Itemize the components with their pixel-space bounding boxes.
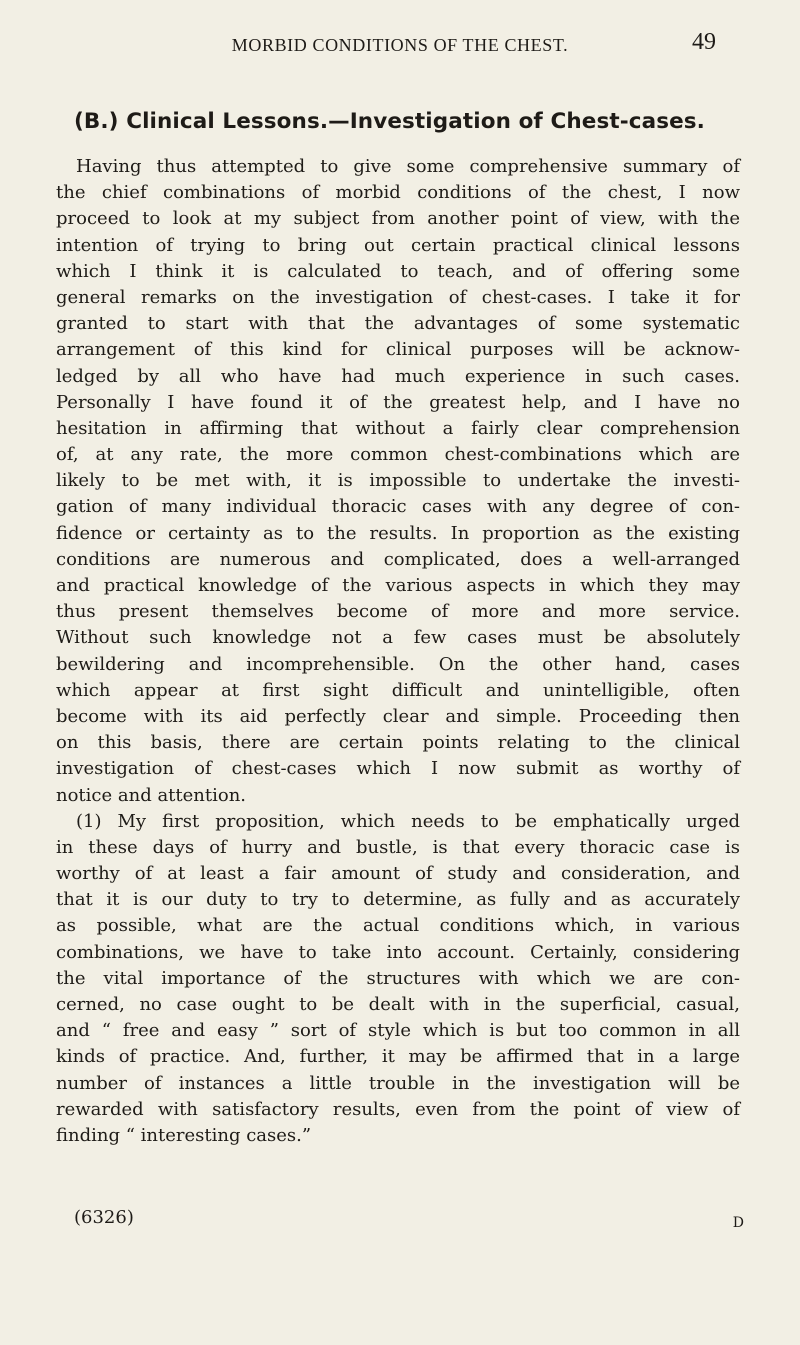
- text-line: and “ free and easy ” sort of style which is but too common in all: [56, 1020, 740, 1042]
- text-line: in these days of hurry and bustle, is that every thoracic case is: [56, 836, 740, 858]
- text-line: cerned, no case ought to be dealt with in the superficial, casual,: [56, 994, 740, 1015]
- text-line: intention of trying to bring out certain practical clinical lessons: [56, 234, 740, 256]
- text-line: granted to start with that the advantages of some systematic: [56, 313, 740, 335]
- page-footer: [74, 1207, 744, 1237]
- text-line: Having thus attempted to give some comprehensive summary of: [76, 156, 740, 177]
- text-line: rewarded with satisfactory results, even from the point of view of: [56, 1098, 740, 1120]
- text-line: on this basis, there are certain points relating to the clinical: [56, 732, 740, 754]
- text-line: conditions are numerous and complicated, does a well-arranged: [56, 548, 740, 570]
- text-line: as possible, what are the actual conditions which, in various: [56, 915, 740, 937]
- text-line: notice and attention.: [56, 784, 247, 806]
- text-line: combinations, we have to take into account. Certainly, considering: [56, 941, 740, 963]
- text-line: worthy of at least a fair amount of study and consideration, and: [56, 863, 740, 885]
- text-line: number of instances a little trouble in the investigation will be: [56, 1072, 740, 1094]
- text-line: and practical knowledge of the various aspects in which they may: [56, 575, 740, 596]
- text-line: of, at any rate, the more common chest-combinations which are: [56, 444, 740, 466]
- text-line: Without such knowledge not a few cases must be absolutely: [56, 627, 740, 649]
- section-heading: (B.) Clinical Lessons.—Investigation of Chest-cases.: [74, 109, 705, 134]
- text-line: kinds of practice. And, further, it may be affirmed that in a large: [56, 1046, 740, 1068]
- text-line: finding “ interesting cases.”: [56, 1124, 312, 1146]
- text-line: gation of many individual thoracic cases with any degree of con-: [56, 496, 740, 518]
- text-line: fidence or certainty as to the results. In proportion as the existing: [56, 522, 740, 544]
- text-line: ledged by all who have had much experience in such cases.: [56, 365, 740, 387]
- text-line: proceed to look at my subject from another point of view, with the: [56, 208, 740, 230]
- running-head: MORBID CONDITIONS OF THE CHEST.: [231, 35, 569, 55]
- text-line: which I think it is calculated to teach, and of offering some: [56, 260, 740, 282]
- text-line: general remarks on the investigation of chest-cases. I take it for: [56, 286, 740, 308]
- page-number: 49: [692, 29, 716, 55]
- text-line: (1) My first proposition, which needs to be emphatically urged: [76, 810, 740, 832]
- body-text: [56, 154, 740, 1149]
- text-line: arrangement of this kind for clinical purposes will be acknow-: [56, 339, 740, 361]
- text-line: bewildering and incomprehensible. On the other hand, cases: [56, 653, 740, 675]
- signature-letter: D: [732, 1215, 744, 1231]
- text-line: which appear at first sight difficult and unintelligible, often: [56, 679, 740, 701]
- text-line: the chief combinations of morbid conditions of the chest, I now: [56, 182, 740, 204]
- text-line: likely to be met with, it is impossible to undertake the investi-: [56, 470, 740, 492]
- text-line: thus present themselves become of more and more service.: [56, 601, 740, 623]
- text-line: the vital importance of the structures with which we are con-: [56, 967, 740, 989]
- text-line: that it is our duty to try to determine, as fully and as accurately: [56, 889, 740, 911]
- text-line: investigation of chest-cases which I now submit as worthy of: [56, 758, 740, 780]
- text-line: Personally I have found it of the greatest help, and I have no: [56, 391, 740, 413]
- text-line: hesitation in affirming that without a fairly clear comprehension: [56, 417, 740, 439]
- text-line: become with its aid perfectly clear and simple. Proceeding then: [56, 705, 740, 727]
- printer-mark: (6326): [74, 1207, 134, 1228]
